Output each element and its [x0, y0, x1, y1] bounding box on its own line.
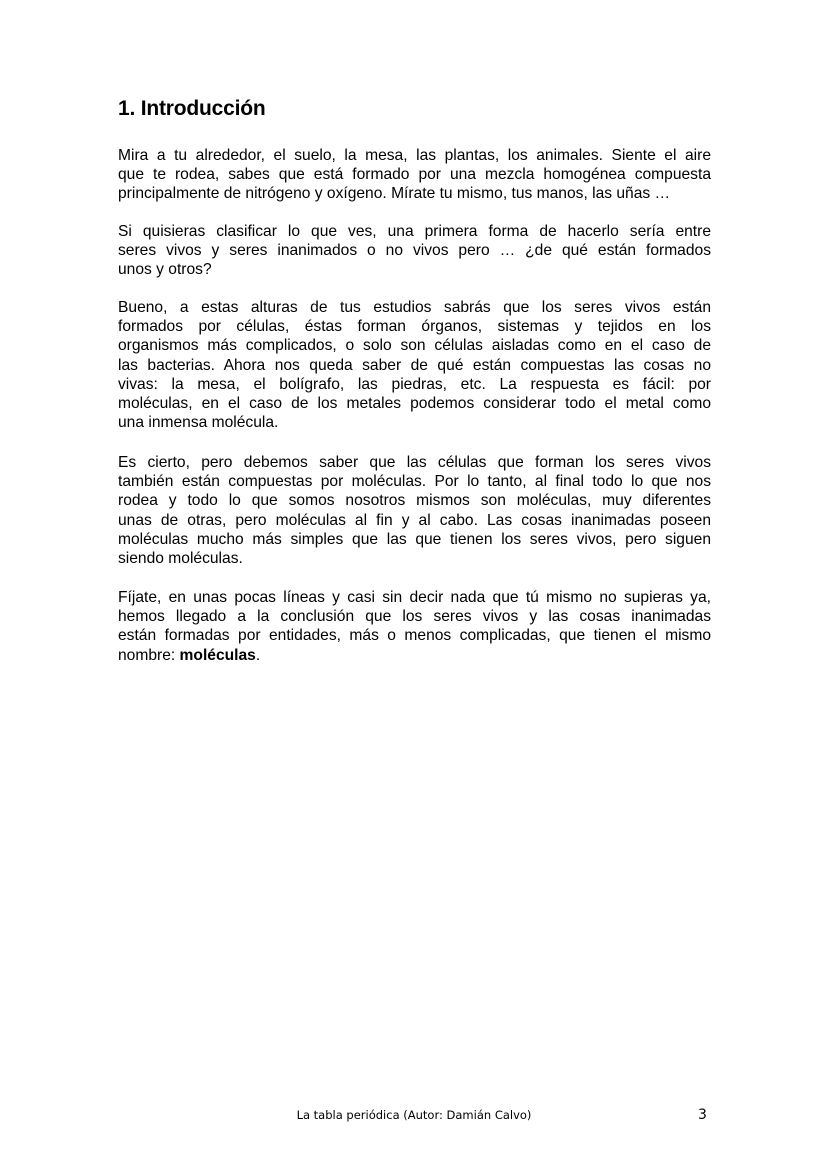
paragraph-4: [118, 453, 711, 568]
page-number: 3: [698, 1107, 707, 1123]
text-line: que te rodea, sabes que está formado por una mezcla homogénea compuesta: [118, 166, 711, 184]
text-line: moléculas, en el caso de los metales podemos considerar todo el metal como: [118, 394, 711, 412]
text-line: siendo moléculas.: [118, 549, 243, 567]
paragraph-3: [118, 298, 711, 432]
section-heading: 1. Introducción: [118, 97, 266, 120]
text-line: rodea y todo lo que somos nosotros mismos son moléculas, muy diferentes: [118, 492, 711, 510]
paragraph-2: [118, 222, 711, 280]
text-line: están formadas por entidades, más o menos complicadas, que tienen el mismo: [118, 627, 711, 645]
text-line: formados por células, éstas forman órganos, sistemas y tejidos en los: [118, 318, 711, 336]
paragraph-5: [118, 588, 711, 665]
text-line: una inmensa molécula.: [118, 414, 279, 432]
text-line: unas de otras, pero moléculas al fin y al cabo. Las cosas inanimadas poseen: [118, 511, 711, 529]
text-line: organismos más complicados, o solo son células aisladas como en el caso de: [118, 337, 711, 355]
text-line: seres vivos y seres inanimados o no vivos pero … ¿de qué están formados: [118, 242, 711, 260]
text-line: unos y otros?: [118, 261, 212, 279]
final-prefix: nombre:: [118, 646, 180, 664]
text-line: Mira a tu alrededor, el suelo, la mesa, las plantas, los animales. Siente el aire: [118, 147, 711, 164]
final-suffix: .: [255, 646, 261, 664]
text-line: las bacterias. Ahora nos queda saber de qué están compuestas las cosas no: [118, 356, 711, 374]
text-line: también están compuestas por moléculas. Por lo tanto, al final todo lo que nos: [118, 473, 711, 491]
emphasis-term: moléculas: [179, 646, 256, 664]
text-line: hemos llegado a la conclusión que los seres vivos y las cosas inanimadas: [118, 608, 711, 626]
footer-title: La tabla periódica (Autor: Damián Calvo): [296, 1108, 532, 1122]
text-line: moléculas mucho más simples que las que tienen los seres vivos, pero siguen: [118, 530, 711, 548]
text-line: vivas: la mesa, el bolígrafo, las piedras, etc. La respuesta es fácil: por: [118, 375, 711, 393]
text-line: Fíjate, en unas pocas líneas y casi sin decir nada que tú mismo no supieras ya,: [118, 589, 711, 606]
paragraph-1: [118, 146, 711, 204]
text-line: Si quisieras clasificar lo que ves, una primera forma de hacerlo sería entre: [118, 223, 711, 240]
text-line-final: [118, 646, 711, 665]
text-line: principalmente de nitrógeno y oxígeno. Mírate tu mismo, tus manos, las uñas …: [118, 185, 671, 203]
text-line: Es cierto, pero debemos saber que las células que forman los seres vivos: [118, 454, 711, 471]
text-line: Bueno, a estas alturas de tus estudios sabrás que los seres vivos están: [118, 299, 711, 316]
